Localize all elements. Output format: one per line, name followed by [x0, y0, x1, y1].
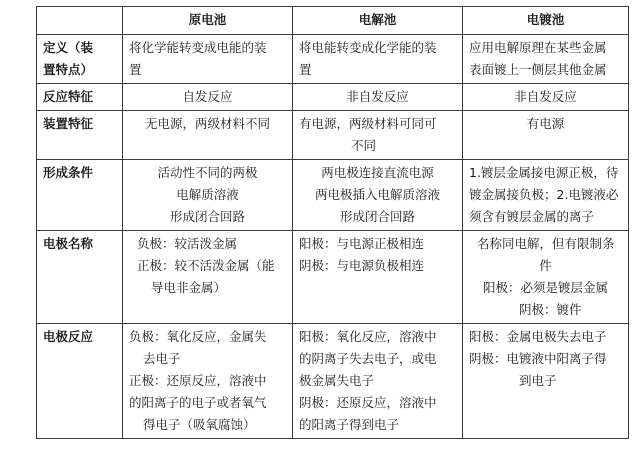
row-formation [37, 160, 629, 231]
device-feature-electroplating: 有电源 [463, 111, 629, 160]
comparison-table [36, 6, 629, 439]
electrode-name-electrolytic: 阳极：与电源正极相连 阴极：与电源负极相连 [293, 231, 463, 324]
row-label-definition: 定义（装 置特点） [37, 35, 123, 84]
header-galvanic-cell: 原电池 [123, 7, 293, 35]
electrode-reaction-galvanic: 负极：氧化反应，金属失 去电子 正极：还原反应，溶液中 的阳离子的电子或者氧气 得电子（吸氧腐蚀） [123, 324, 293, 439]
row-label-device-feature: 装置特征 [37, 111, 123, 160]
corner-cell [37, 7, 123, 35]
electrode-reaction-electrolytic: 阳极：氧化反应，溶液中 的阴离子失去电子，或电 极金属失电子 阴极：还原反应，溶液中 的阳离子得到电子 [293, 324, 463, 439]
definition-galvanic: 将化学能转变成电能的装 置 [123, 35, 293, 84]
formation-galvanic: 活动性不同的两极 电解质溶液 形成闭合回路 [123, 160, 293, 231]
definition-electroplating: 应用电解原理在某些金属 表面镀上一侧层其他金属 [463, 35, 629, 84]
row-definition [37, 35, 629, 84]
row-electrode-name [37, 231, 629, 324]
electrode-name-galvanic: 负极：较活泼金属 正极：较不活泼金属（能 导电非金属） [123, 231, 293, 324]
header-electrolytic-cell: 电解池 [293, 7, 463, 35]
row-label-formation: 形成条件 [37, 160, 123, 231]
header-electroplating-cell: 电镀池 [463, 7, 629, 35]
device-feature-electrolytic: 有电源，两级材料可同可 不同 [293, 111, 463, 160]
row-label-reaction-feature: 反应特征 [37, 84, 123, 111]
row-reaction-feature [37, 84, 629, 111]
row-electrode-reaction [37, 324, 629, 439]
header-row [37, 7, 629, 35]
reaction-feature-galvanic: 自发反应 [123, 84, 293, 111]
device-feature-galvanic: 无电源，两级材料不同 [123, 111, 293, 160]
row-device-feature [37, 111, 629, 160]
electrode-name-electroplating: 名称同电解，但有限制条 件 阳极：必须是镀层金属 阴极：镀件 [463, 231, 629, 324]
formation-electroplating: 1.镀层金属接电源正极，待 镀金属接负极；2.电镀液必 须含有镀层金属的离子 [463, 160, 629, 231]
row-label-electrode-name: 电极名称 [37, 231, 123, 324]
reaction-feature-electrolytic: 非自发反应 [293, 84, 463, 111]
reaction-feature-electroplating: 非自发反应 [463, 84, 629, 111]
definition-electrolytic: 将电能转变成化学能的装 置 [293, 35, 463, 84]
formation-electrolytic: 两电极连接直流电源 两电极插入电解质溶液 形成闭合回路 [293, 160, 463, 231]
electrode-reaction-electroplating: 阳极：金属电极失去电子 阴极：电镀液中阳离子得 到电子 [463, 324, 629, 439]
row-label-electrode-reaction: 电极反应 [37, 324, 123, 439]
